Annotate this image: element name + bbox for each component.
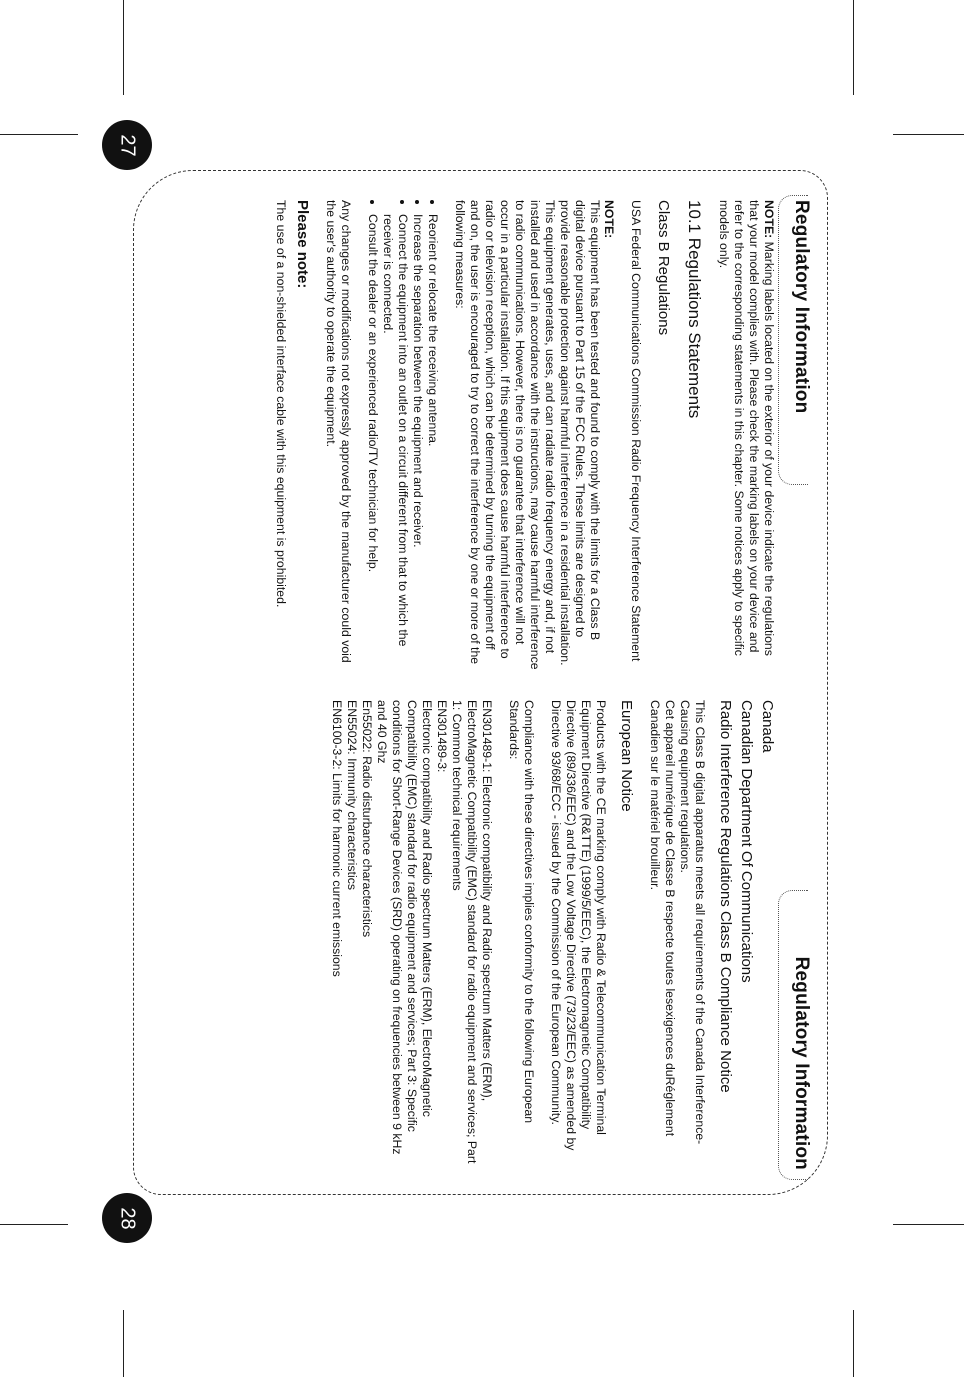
class-b-title: Class B Regulations bbox=[655, 200, 672, 336]
list-item: • Connect the equipment into an outlet on a circuit different from that to which the receiver is connected. bbox=[380, 214, 410, 670]
canada-dept: Canadian Department Of Communications bbox=[738, 700, 755, 983]
canada-notice: Radio Interference Regulations Class B Compliance Notice bbox=[717, 700, 734, 1093]
crop-mark bbox=[123, 0, 124, 95]
canada-french: Cet appareil numérique de Classe B respecte toutes lesexigences duRéglement Canadien sur le matériel brouilleur. bbox=[648, 700, 677, 1137]
list-item: • Consult the dealer or an experienced radio/TV technician for help. bbox=[365, 214, 380, 670]
fcc-note-text: This equipment has been tested and found to comply with the limits for a Class B digital device pursuant to Part 15 of the FCC Rules. These limits are designed to provide reasonable protection against harmful interference in a residential installation. This equipment generates, uses, and can radiate radio frequency energy and, if not installed and used in accordance with the instructions, may cause harmful interference to radio communications. However, there is no guarantee that interference will not occur in a particular installation. If this equipment does cause harmful interference to radio or television reception, which can be determined by turning the equipment off and on, the user is encouraged to try to correct the interference by one or more of the following measures: bbox=[453, 200, 602, 670]
section-title: 10.1 Regulations Statements bbox=[685, 200, 704, 419]
note-label: NOTE: bbox=[762, 200, 776, 239]
list-item: • Reorient or relocate the receiving antenna. bbox=[425, 214, 440, 670]
crop-mark bbox=[893, 1224, 964, 1225]
page-number-left: 27 bbox=[116, 133, 139, 157]
crop-mark bbox=[0, 1224, 68, 1225]
page-number-badge-left bbox=[102, 120, 152, 170]
right-page-header: Regulatory Information bbox=[791, 956, 812, 1170]
european-text: Products with the CE marking comply with Radio & Telecommunication Terminal Equipment Directive (R&TTE) (1999/5/EEC), the Electromagnetic Compatibility Directive (89/336/EEC) and the Low Voltage Directive (73/23/EEC) as amended by Directive 93/68/ECC - issued by the Commission of the European Community. bbox=[549, 700, 608, 1151]
right-page bbox=[172, 700, 812, 1170]
compliance-text: Compliance with these directives implies conformity to the following European Standards: bbox=[507, 700, 536, 1124]
left-page bbox=[172, 200, 812, 670]
page-number-badge-right bbox=[102, 1193, 152, 1243]
list-item: EN6100-3-2: Limits for harmonic current emissions bbox=[330, 700, 344, 977]
list-item: Electronic compatibility and Radio spectrum Matters (ERM), ElectroMagnetic Compatibility (EMC) standard for radio equipment and services; Part 3: Specific conditions for Short-Range Devices (SRD) operating on frequencies between 9 kHz and 40 Ghz bbox=[375, 700, 434, 1155]
list-item: • Increase the separation between the equipment and receiver. bbox=[410, 214, 425, 670]
crop-mark bbox=[123, 1310, 124, 1377]
crop-mark bbox=[853, 0, 854, 95]
note2-label: NOTE: bbox=[602, 200, 616, 239]
page-number-right: 28 bbox=[116, 1206, 139, 1230]
canada-text: This Class B digital apparatus meets all requirements of the Canada Interference-Causing equipment regulations. bbox=[678, 700, 707, 1145]
marking-note bbox=[716, 200, 776, 670]
list-item: En55022: Radio disturbance characteristics bbox=[360, 700, 374, 938]
crop-mark bbox=[853, 1310, 854, 1377]
list-item: EN301489-3: bbox=[435, 700, 449, 773]
european-title: European Notice bbox=[618, 700, 635, 812]
left-page-header: Regulatory Information bbox=[791, 200, 812, 414]
list-item: EN301489-1: Electronic compatibility and Radio spectrum Matters (ERM), ElectroMagnetic Compatibility (EMC) standard for radio equipment and services; Part 1: Common technical requirements bbox=[450, 700, 494, 1164]
standards-list bbox=[329, 700, 494, 1170]
crop-mark bbox=[0, 134, 78, 135]
usa-statement: USA Federal Communications Commission Radio Frequency Interference Statement bbox=[629, 200, 643, 662]
crop-mark bbox=[893, 134, 964, 135]
list-item: EN55024: Immunity characteristics bbox=[345, 700, 359, 890]
measures-list bbox=[365, 200, 440, 670]
canada-title: Canada bbox=[759, 700, 776, 753]
please-note-text: The use of a non-shielded interface cable with this equipment is prohibited. bbox=[274, 200, 288, 608]
changes-text: Any changes or modifications not expressly approved by the manufacturer could void the user's authority to operate the equipment. bbox=[324, 200, 353, 663]
note-text: Marking labels located on the exterior of your device indicate the regulations that your model complies with. Please check the marking labels on your device and refer to the corresponding statements in this chapter. Some notices apply to specific models only. bbox=[717, 200, 776, 656]
please-note-title: Please note: bbox=[294, 200, 311, 289]
